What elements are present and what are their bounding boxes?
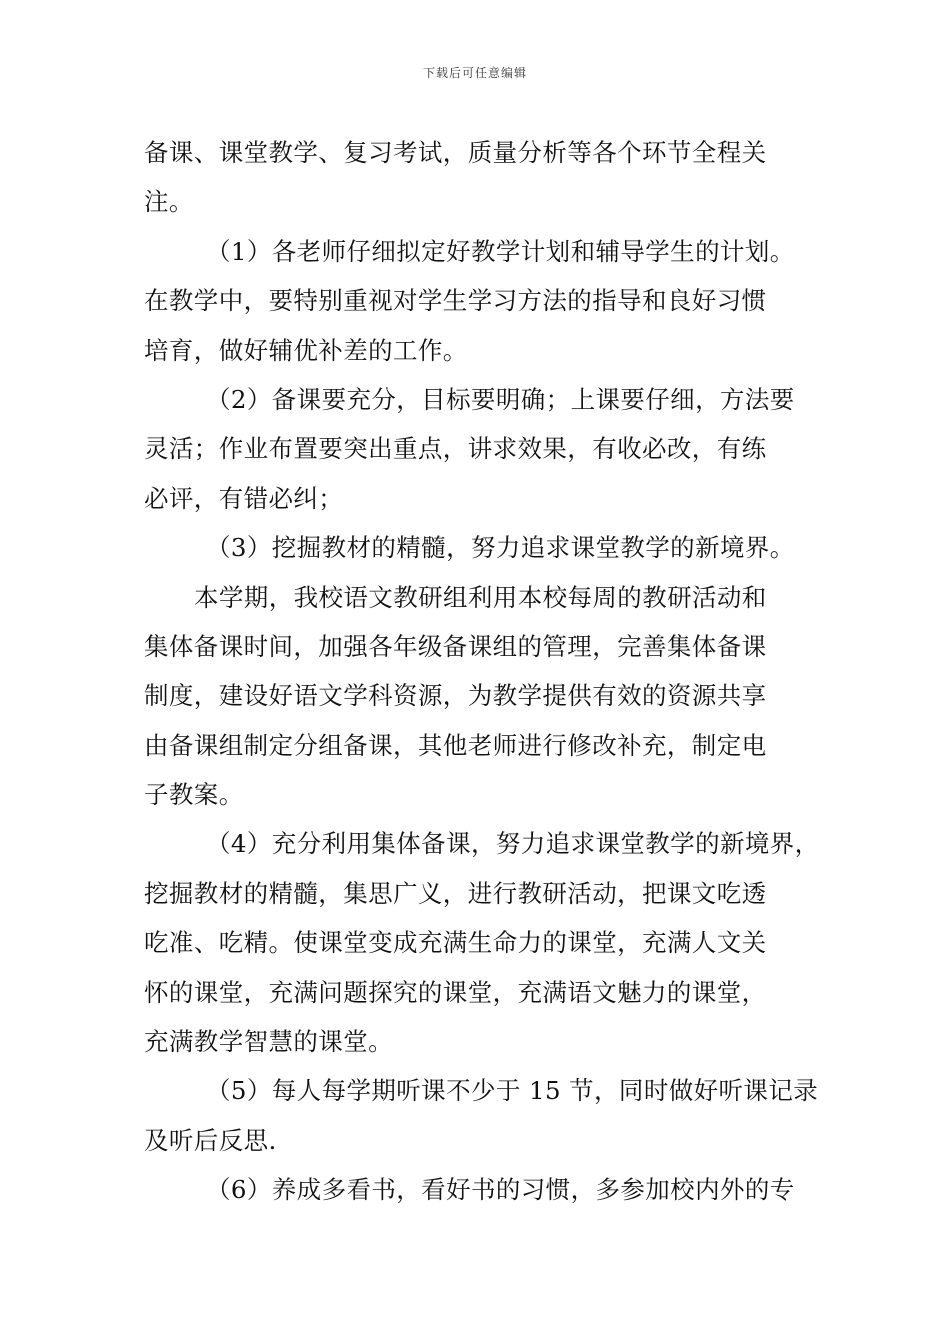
- text-line: （6）养成多看书，看好书的习惯，多参加校内外的专: [206, 1175, 795, 1205]
- text-line: 在教学中，要特别重视对学生学习方法的指导和良好习惯: [144, 286, 767, 316]
- text-line: 灵活；作业布置要突出重点，讲求效果，有收必改，有练: [144, 434, 767, 464]
- text-line: 培育，做好辅优补差的工作。: [144, 335, 468, 365]
- text-line: （3）挖掘教材的精髓，努力追求课堂教学的新境界。: [206, 533, 795, 563]
- text-line: 制度，建设好语文学科资源，为教学提供有效的资源共享: [144, 681, 767, 711]
- text-line: 及听后反思.: [144, 1125, 277, 1155]
- text-line: （5）每人每学期听课不少于 15 节，同时做好听课记录: [206, 1076, 819, 1106]
- page-header-note: 下载后可任意编辑: [422, 66, 527, 80]
- text-line: （4）充分利用集体备课，努力追求课堂教学的新境界，: [206, 829, 820, 859]
- document-body: [144, 128, 820, 1215]
- text-line: 注。: [144, 187, 194, 217]
- text-line: 本学期，我校语文教研组利用本校每周的教研活动和: [194, 582, 767, 612]
- text-line: 由备课组制定分组备课，其他老师进行修改补充，制定电: [144, 730, 767, 760]
- text-line: 怀的课堂，充满问题探究的课堂，充满语文魅力的课堂，: [144, 977, 767, 1007]
- text-line: （1）各老师仔细拟定好教学计划和辅导学生的计划。: [206, 236, 795, 266]
- text-line: 集体备课时间，加强各年级备课组的管理，完善集体备课: [144, 631, 767, 661]
- text-line: 吃准、吃精。使课堂变成充满生命力的课堂，充满人文关: [144, 928, 767, 958]
- text-line: （2）备课要充分，目标要明确；上课要仔细，方法要: [206, 384, 795, 414]
- text-line: 必评，有错必纠；: [144, 483, 344, 513]
- text-line: 充满教学智慧的课堂。: [144, 1027, 393, 1057]
- text-line: 挖掘教材的精髓，集思广义，进行教研活动，把课文吃透: [144, 878, 767, 908]
- text-line: 备课、课堂教学、复习考试，质量分析等各个环节全程关: [144, 138, 767, 167]
- text-line: 子教案。: [144, 780, 244, 810]
